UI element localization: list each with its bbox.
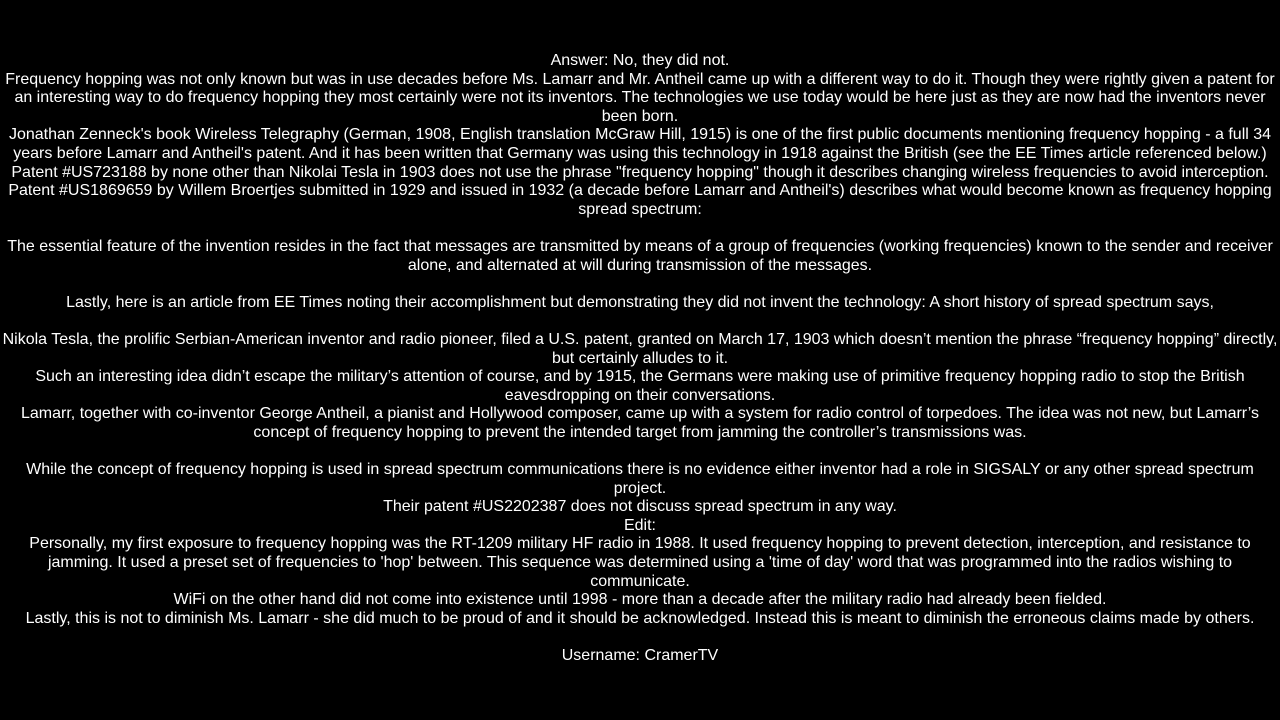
answer-document [0, 52, 1280, 666]
spacer [0, 628, 1280, 647]
paragraph-sigsaly: While the concept of frequency hopping is used in spread spectrum communications there is no evidence either inventor had a role in SIGSALY or any other spread spectrum project. [26, 461, 1254, 497]
spacer [0, 275, 1280, 294]
paragraph-closing: Lastly, this is not to diminish Ms. Lamarr - she did much to be proud of and it should be acknowledged. Instead this is meant to diminish the erroneous claims made by others. [25, 609, 1255, 627]
spacer [0, 219, 1280, 238]
paragraph-intro: Frequency hopping was not only known but was in use decades before Ms. Lamarr and Mr. Antheil came up with a different way to do it. Though they were rightly given a patent for an interesting way to do frequency hopping they most certainly were not its inventors. The technologies we use today would be here just as they are now had the inventors never been born. [5, 70, 1275, 125]
paragraph-tesla-patent: Patent #US723188 by none other than Nikolai Tesla in 1903 does not use the phrase "frequency hopping" though it describes changing wireless frequencies to avoid interception. [11, 163, 1269, 181]
quote-tesla: Nikola Tesla, the prolific Serbian-American inventor and radio pioneer, filed a U.S. patent, granted on March 17, 1903 which doesn’t mention the phrase “frequency hopping” directly, but certainly alludes to it. [2, 330, 1278, 367]
quote-lamarr: Lamarr, together with co-inventor George Antheil, a pianist and Hollywood composer, came up with a system for radio control of torpedoes. The idea was not new, but Lamarr’s concept of frequency hopping to prevent the intended target from jamming the controller’s transmissions was. [21, 405, 1259, 441]
edit-label: Edit: [623, 516, 656, 534]
quote-military: Such an interesting idea didn’t escape the military’s attention of course, and by 1915, the Germans were making use of primitive frequency hopping radio to stop the British eavesdropping on their conversations. [35, 368, 1245, 404]
spacer [0, 312, 1280, 331]
paragraph-wifi: WiFi on the other hand did not come into existence until 1998 - more than a decade after the military radio had already been fielded. [173, 591, 1107, 609]
username: Username: CramerTV [561, 647, 719, 664]
paragraph-zenneck: Jonathan Zenneck's book Wireless Telegraphy (German, 1908, English translation McGraw Hill, 1915) is one of the first public documents mentioning frequency hopping - a full 34 years before Lamarr and Antheil's patent. And it has been written that Germany was using this technology in 1918 against the British (see the EE Times article referenced below.) [8, 126, 1272, 162]
answer-heading: Answer: No, they did not. [550, 52, 730, 69]
paragraph-ee-times: Lastly, here is an article from EE Times noting their accomplishment but demonstrating they did not invent the technology: A short history of spread spectrum says, [66, 293, 1214, 311]
spacer [0, 442, 1280, 461]
patent-quote: The essential feature of the invention resides in the fact that messages are transmitted by means of a group of frequencies (working frequencies) known to the sender and receiver alone, and alternated at will during transmission of the messages. [7, 237, 1273, 274]
paragraph-rt1209: Personally, my first exposure to frequency hopping was the RT-1209 military HF radio in 1988. It used frequency hopping to prevent detection, interception, and resistance to jamming. It used a preset set of frequencies to 'hop' between. This sequence was determined using a 'time of day' word that was programmed into the radios wishing to communicate. [29, 535, 1251, 590]
paragraph-their-patent: Their patent #US2202387 does not discuss spread spectrum in any way. [383, 498, 897, 516]
paragraph-broertjes-patent: Patent #US1869659 by Willem Broertjes submitted in 1929 and issued in 1932 (a decade before Lamarr and Antheil's) describes what would become known as frequency hopping spread spectrum: [8, 182, 1272, 218]
